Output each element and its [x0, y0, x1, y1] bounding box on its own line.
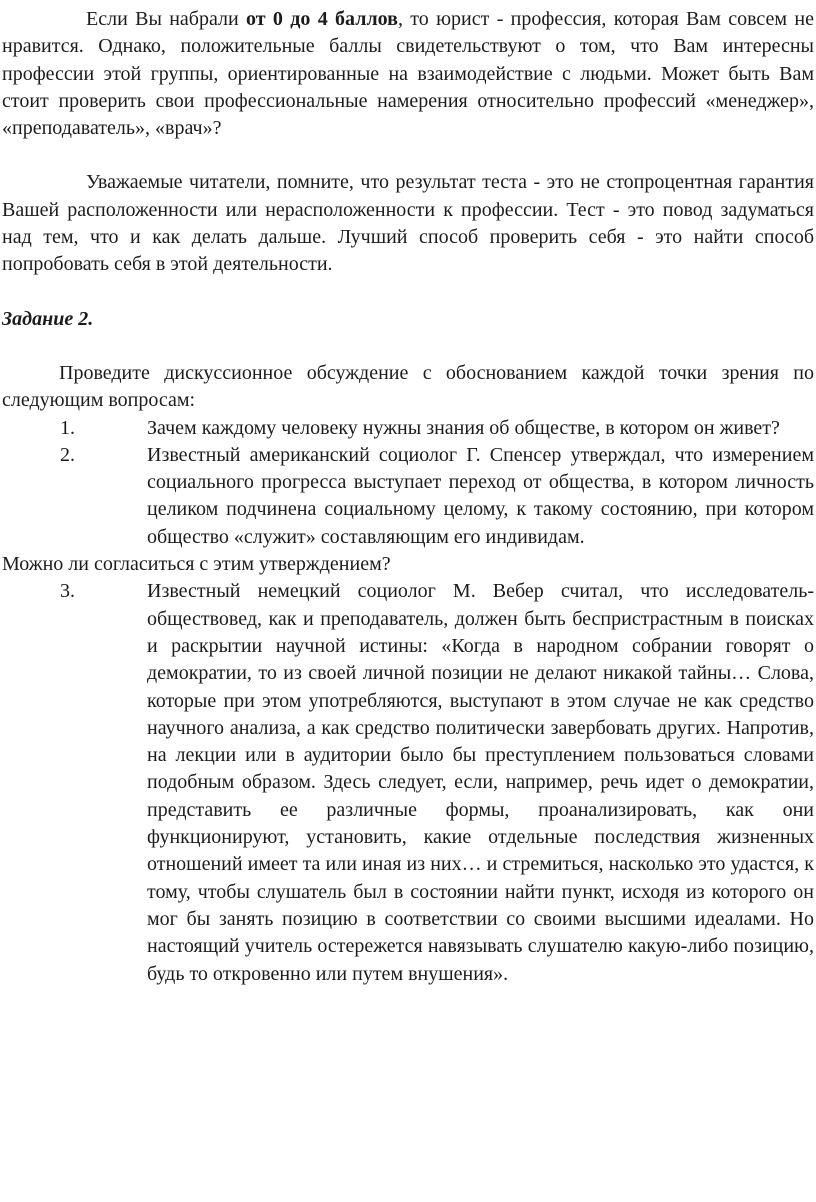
list-number: 1.: [60, 416, 75, 439]
list-number: 2.: [60, 443, 75, 466]
list-text: Зачем каждому человеку нужны знания об обществе, в котором он живет?: [147, 416, 780, 439]
list-number: 3.: [60, 580, 75, 603]
list-text: Известный американский социолог Г. Спенсер утверждал, что измерением социального прогресса выступает переход от общества, в котором личность целиком подчинена социальному целому, к такому состоянию, при котором общество «служит» составляющим его индивидам.: [147, 443, 814, 548]
task-2-heading: Задание 2.: [2, 307, 94, 330]
list-item-3: [2, 578, 814, 987]
paragraph-test-score: [2, 6, 814, 142]
list-text: Известный немецкий социолог М. Вебер считал, что исследователь-обществовед, как и преподаватель, должен быть беспристрастным в поисках и раскрытии научной истины: «Когда в народном собрании говорят о демократии, то из своей личной позиции не делают никакой тайны… Слова, которые при этом употребляются, выступают в этом случае не как средство научного анализа, а как средство политически завербовать других. Напротив, на лекции или в аудитории было бы преступлением пользоваться словами подобным образом. Здесь следует, если, например, речь идет о демократии, представить ее различные формы, проанализировать, как они функционируют, установить, какие отдельные последствия жизненных отношений имеет та или иная из них… и стремиться, насколько это удастся, к тому, чтобы слушатель был в состоянии найти пункт, исходя из которого он мог бы занять позицию в соответствии со своими высшими идеалами. Но настоящий учитель остережется навязывать слушателю какую-либо позицию, будь то откровенно или путем внушения».: [147, 580, 814, 985]
discussion-question-list: [2, 415, 814, 988]
paragraph-text-start: Если Вы набрали: [86, 8, 247, 30]
list-item-1: [2, 415, 814, 442]
score-range-bold: от 0 до 4 баллов: [246, 8, 398, 30]
question-line: Можно ли согласиться с этим утверждением?: [2, 553, 391, 576]
task-2-intro: Проведите дискуссионное обсуждение с обоснованием каждой точки зрения по следующим вопросам:: [2, 361, 814, 412]
paragraph-text-rest: , то юрист - профессия, которая Вам совсем не нравится. Однако, положительные баллы свидетельствуют о том, что Вам интересны профессии этой группы, ориентированные на взаимодействие с людьми. Может быть Вам стоит проверить свои профессиональные намерения относительно профессий «менеджер», «преподаватель», «врач»?: [2, 8, 814, 140]
paragraph-advice: Уважаемые читатели, помните, что результат теста - это не стопроцентная гарантия Вашей расположенности или нерасположенности к профессии. Тест - это повод задуматься над тем, что и как делать дальше. Лучший способ проверить себя - это найти способ попробовать себя в этой деятельности.: [2, 171, 814, 276]
list-item-2: [2, 442, 814, 551]
